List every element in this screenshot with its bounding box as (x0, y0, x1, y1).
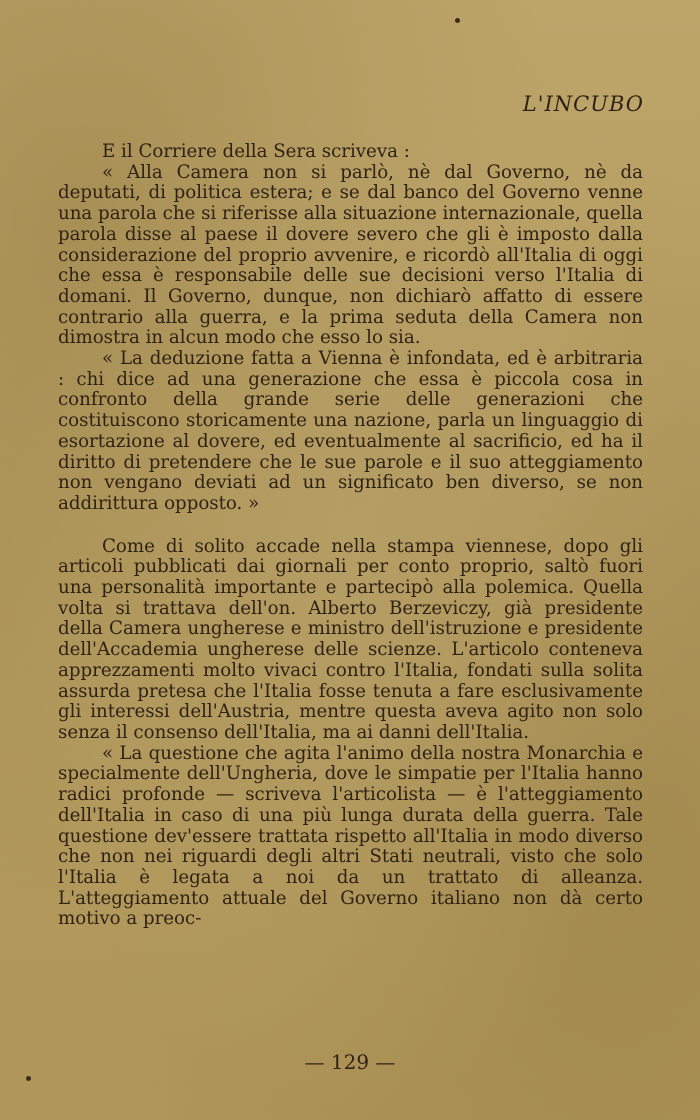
paragraph-berzeviczy: Come di solito accade nella stampa viennese, dopo gli articoli pubblicati dai giornali per conto proprio, saltò fuori una personalità importante e partecipò alla polemica. Quella volta si trattava dell'on. Alberto Berzeviczy, già presidente della Camera ungherese e ministro dell'istruzione e presidente dell'Accademia ungherese delle scienze. L'articolo conteneva apprezzamenti molto vivaci contro l'Italia, fondati sulla solita assurda pretesa che l'Italia fosse tenuta a fare esclusivamente gli interessi dell'Austria, mentre questa aveva agito non solo senza il consenso dell'Italia, ma ai danni dell'Italia. (58, 535, 643, 743)
paper-speck-mark (455, 18, 460, 23)
body-text (58, 142, 643, 930)
paragraph-quote-monarchia: « La questione che agita l'animo della nostra Monarchia e specialmente dell'Ungheria, dove le simpatie per l'Italia hanno radici profonde — scriveva l'articolista — è l'atteggiamento dell'Italia in caso di una più lunga durata della guerra. Tale questione dev'essere trattata rispetto all'Italia in modo diverso che non nei riguardi degli altri Stati neutrali, visto che solo l'Italia è legata a noi da un trattato di alleanza. L'atteggiamento attuale del Governo italiano non dà certo motivo a preoc- (58, 742, 643, 930)
paper-speck-mark (26, 1076, 31, 1081)
paragraph-quote-vienna: « La deduzione fatta a Vienna è infondata, ed è arbitraria : chi dice ad una generazione che essa è piccola cosa in confronto della grande serie delle generazioni che costituiscono storicamente una nazione, parla un linguaggio di esortazione al dovere, ed eventualmente al sacrificio, ed ha il diritto di pretendere che le sue parole e il suo atteggiamento non vengano deviati ad un significato ben diverso, se non addirittura opposto. » (58, 348, 643, 514)
paragraph-intro: E il Corriere della Sera scriveva : (102, 141, 410, 162)
page-number: — 129 — (304, 1050, 396, 1074)
running-head: L'INCUBO (522, 92, 644, 116)
paragraph-quote-camera: « Alla Camera non si parlò, nè dal Governo, nè da deputati, di politica estera; e se dal banco del Governo venne una parola che si riferisse alla situazione internazionale, quella parola disse al paese il dovere severo che gli è imposto dalla considerazione del proprio avvenire, e ricordò all'Italia di oggi che essa è responsabile delle sue decisioni verso l'Italia di domani. Il Governo, dunque, non dichiarò affatto di essere contrario alla guerra, e la prima seduta della Camera non dimostra in alcun modo che esso lo sia. (58, 161, 643, 349)
